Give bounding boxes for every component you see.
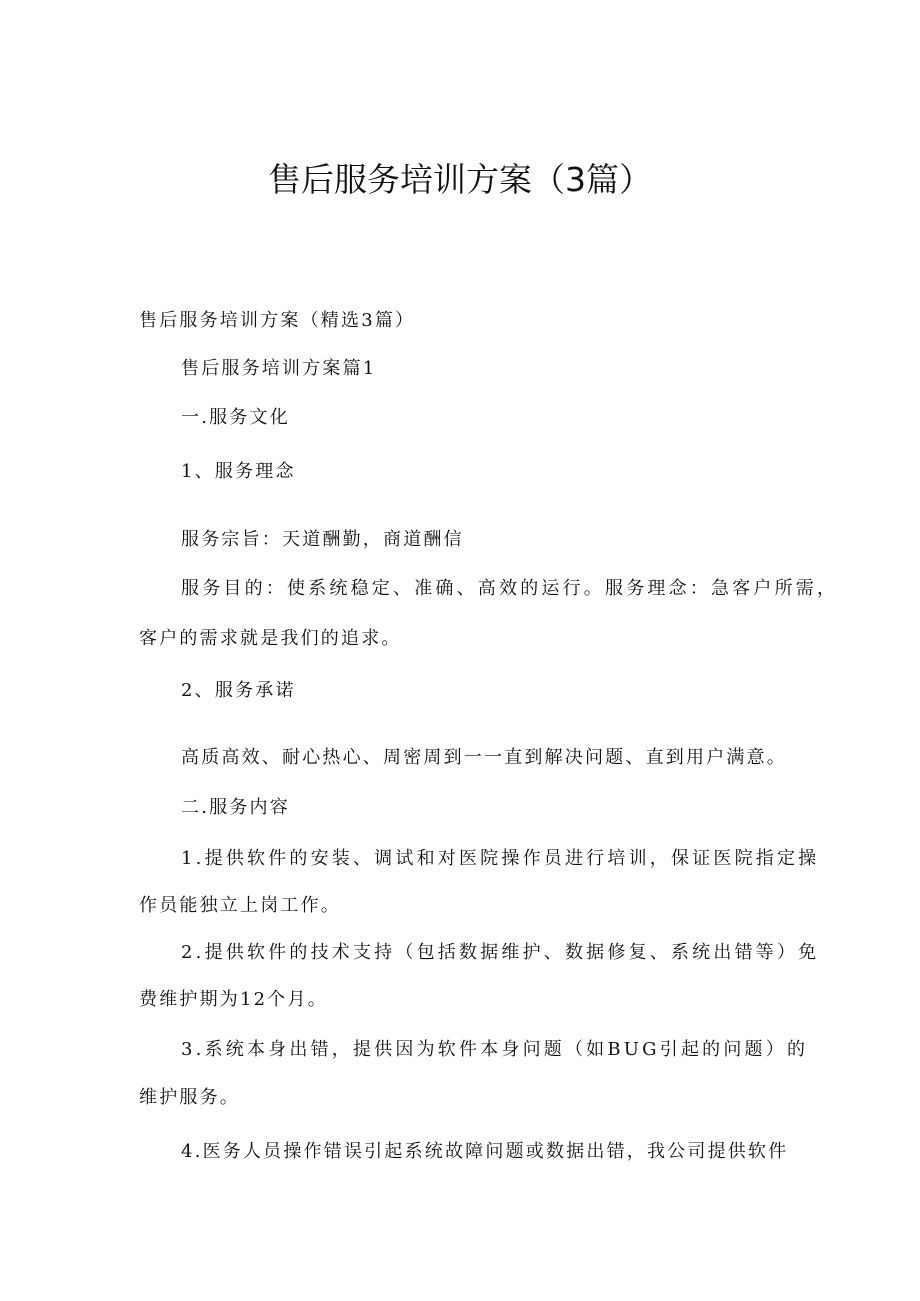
subheading-service-philosophy: 1、服务理念 (181, 461, 296, 482)
subheading-service-commitment: 2、服务承诺 (181, 680, 296, 701)
list-item-1-line-1: 1.提供软件的安装、调试和对医院操作员进行培训，保证医院指定操 (181, 848, 820, 869)
list-item-2-line-2: 费维护期为12个月。 (139, 989, 328, 1010)
list-item-1-line-2: 作员能独立上岗工作。 (139, 895, 341, 916)
list-item-4-line-1: 4.医务人员操作错误引起系统故障问题或数据出错，我公司提供软件 (181, 1141, 789, 1162)
document-title: 售后服务培训方案（3篇） (268, 160, 652, 199)
section-heading-chapter-1: 售后服务培训方案篇1 (181, 358, 377, 379)
subtitle-line: 售后服务培训方案（精选3篇） (139, 310, 416, 331)
section-heading-service-content: 二.服务内容 (181, 797, 290, 818)
paragraph-service-tenet: 服务宗旨：天道酬勤，商道酬信 (181, 529, 464, 550)
list-item-2-line-1: 2.提供软件的技术支持（包括数据维护、数据修复、系统出错等）免 (181, 942, 820, 963)
section-heading-service-culture: 一.服务文化 (181, 407, 290, 428)
paragraph-service-commitment: 高质高效、耐心热心、周密周到一一直到解决问题、直到用户满意。 (181, 747, 787, 768)
paragraph-service-purpose-line-1: 服务目的：使系统稳定、准确、高效的运行。服务理念：急客户所需， (181, 578, 839, 599)
list-item-3-line-1: 3.系统本身出错，提供因为软件本身问题（如BUG引起的问题）的 (181, 1039, 809, 1060)
paragraph-service-purpose-line-2: 客户的需求就是我们的追求。 (139, 628, 402, 649)
list-item-3-line-2: 维护服务。 (139, 1087, 240, 1108)
